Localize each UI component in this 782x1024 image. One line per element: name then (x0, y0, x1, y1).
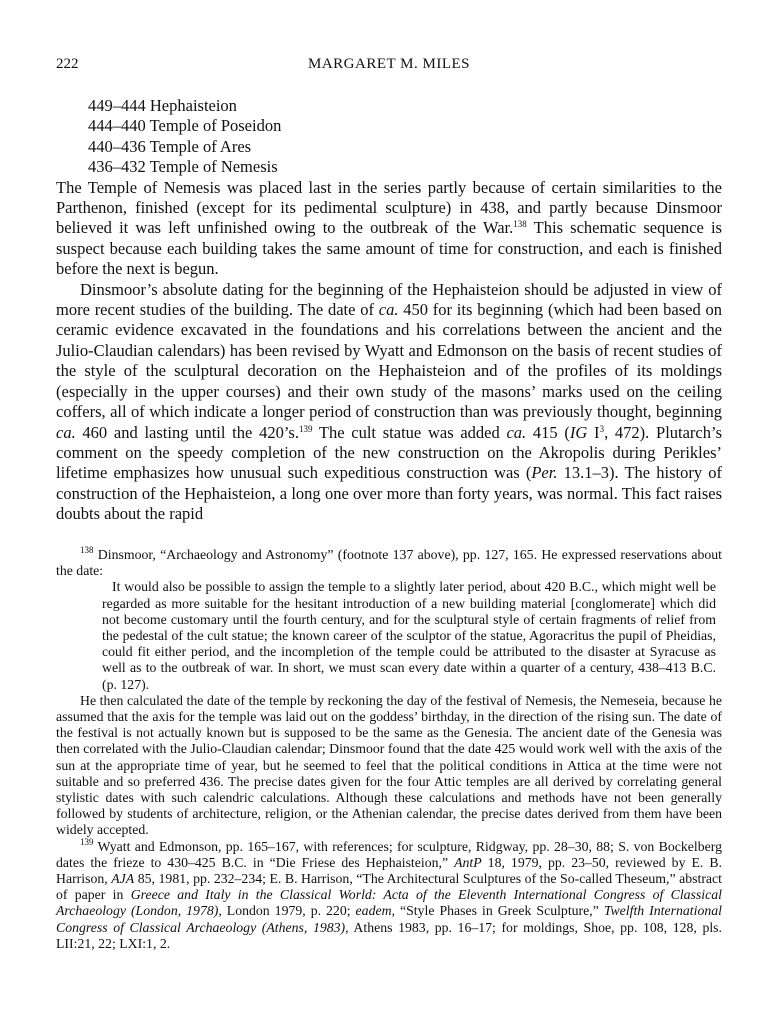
italic-text: eadem (355, 903, 392, 919)
quote-text: It would also be possible to assign the temple to a slightly later period, about 420 B.C., which might well be regarded as more suitable for the hesitant introduction of a new building material [conglomerate] which did not become customary until the fourth century, and for the sculptural style of certain fragments of relief from the pedestal of the cult statue; the known career of the sculptor of the statue, Agoracritus the pupil of Pheidias, could fit either period, and the incompletion of the temple could be attributed to the disaster at Syracuse as well as to the outbreak of war. In short, we must scan every date within a quarter of a century, 438–413 B.C. (p. 127). (102, 579, 716, 692)
italic-text: ca. (378, 300, 399, 320)
paragraph-text: This schematic sequence is suspect because each building takes the same amount of time for construction, and each is finished before the next is begun. (56, 218, 722, 279)
footnote-number: 139 (80, 836, 94, 847)
italic-text: AntP (454, 854, 482, 870)
italic-text: Twelfth International Congress of Classical Archaeology (Athens, 1983) (56, 903, 722, 935)
list-item: 444–440 Temple of Poseidon (88, 116, 282, 136)
paragraph-text: I (587, 422, 600, 442)
footnote-text: , Athens 1983, pp. 16–17; for moldings, Shoe, pp. 108, 128, pls. LII:21, 22; LXI:1, 2. (56, 919, 722, 951)
paragraph-text: 415 ( (526, 422, 570, 442)
footnote-ref[interactable]: 138 (513, 219, 527, 230)
footnote-ref[interactable]: 139 (298, 423, 313, 434)
list-item: 449–444 Hephaisteion (88, 96, 237, 115)
footnote-text: Dinsmoor, “Archaeology and Astronomy” (footnote 137 above), pp. 127, 165. He expressed reservations about the date: (56, 547, 722, 579)
footnote-text: Wyatt and Edmonson, pp. 165–167, with references; for sculpture, Ridgway, pp. 28–30, 88; S. von Bockelberg dates the frieze to 430–425 B.C. in “Die Friese des Hephaisteion,” (56, 838, 722, 870)
main-text (56, 96, 723, 525)
page-header (56, 56, 722, 78)
paragraph-text: 450 for its beginning (which had been based on ceramic evidence excavated in the foundations and his correlations between the ancient and the Julio-Claudian calendars) has been revised by Wyatt and Edmonson on the basis of recent studies of the style of the sculptural decoration on the Hephaisteion and of the profiles of its moldings (especially in the upper courses) and their own study of the masons’ marks used on the ceiling coffers, all of which indicate a longer period of construction than was previously thought, beginning (56, 300, 722, 422)
block-quote (102, 579, 716, 692)
paragraph (56, 280, 722, 525)
paragraph-text: 460 and lasting until the 420’s. (75, 422, 299, 442)
page-number: 222 (56, 56, 79, 72)
footnote-continuation: He then calculated the date of the temple by reckoning the day of the festival of Nemesis, the Nemeseia, because he assumed that the axis for the temple was laid out on the goddess’ birthday, in the direction of the rising sun. The date of the festival is not actually known but is supposed to be the same as the Genesia. The ancient date of the Genesia was then correlated with the Julio-Claudian calendar; Dinsmoor found that the date 425 would work well with the axis of the sun at the appropriate time of year, but he seemed to feel that the political conditions in Attica at the time were not suitable and so preferred 436. The precise dates given for the four Attic temples are all derived by correlating general stylistic dates with such calendric calculations. Although these calculations and methods have not been generally followed by students of architecture, religion, or the Athenian calendar, the precise dates derived from them have been widely accepted. (56, 692, 722, 838)
italic-text: ca. (506, 422, 527, 442)
paragraph (56, 178, 722, 280)
paragraph-text: The Temple of Nemesis was placed last in the series partly because of certain similarities to the Parthenon, finished (except for its pedimental sculpture) in 438, and partly because Dinsmoor believed it was left unfinished owing to the outbreak of the War. (56, 177, 722, 238)
footnote-text: 85, 1981, pp. 232–234; E. B. Harrison, “The Architectural Sculptures of the So-called Theseum,” abstract of paper in (56, 871, 722, 903)
paragraph-text: , 472). Plutarch’s comment on the speedy completion of the new construction on the Akropolis during Perikles’ lifetime emphasizes how unusual such expeditious construction was ( (56, 422, 723, 483)
footnotes (56, 547, 722, 952)
italic-text: AJA (111, 871, 135, 887)
running-head: MARGARET M. MILES (308, 56, 470, 72)
body-text (56, 178, 722, 525)
paragraph-text: 13.1–3). The history of construction of the Hephaisteion, a long one over more than forty years, was normal. This fact raises doubts about the rapid (56, 463, 722, 524)
list-item: 440–436 Temple of Ares (88, 136, 252, 156)
italic-text: Greece and Italy in the Classical World: Acta of the Eleventh International Congress of Classical Archaeology (London, 1978) (56, 887, 722, 919)
italic-text: ca. (56, 422, 76, 442)
footnote-number: 138 (80, 545, 94, 555)
footnote-text: 18, 1979, pp. 23–50, reviewed by E. B. Harrison, (56, 854, 722, 887)
paragraph-text: The cult statue was added (312, 422, 507, 442)
footnote-text: , “Style Phases in Greek Sculpture,” (391, 903, 604, 919)
footnote-139 (56, 836, 722, 952)
superscript: 3 (599, 423, 605, 434)
italic-text: IG (569, 422, 588, 442)
footnote-text: , London 1979, p. 220; (218, 903, 356, 919)
footnote-138 (56, 547, 722, 579)
temple-chronology-list (88, 96, 722, 178)
paragraph-text: Dinsmoor’s absolute dating for the beginning of the Hephaisteion should be adjusted in view of more recent studies of the building. The date of (56, 279, 722, 320)
italic-text: Per. (531, 463, 558, 483)
list-item: 436–432 Temple of Nemesis (88, 157, 278, 177)
